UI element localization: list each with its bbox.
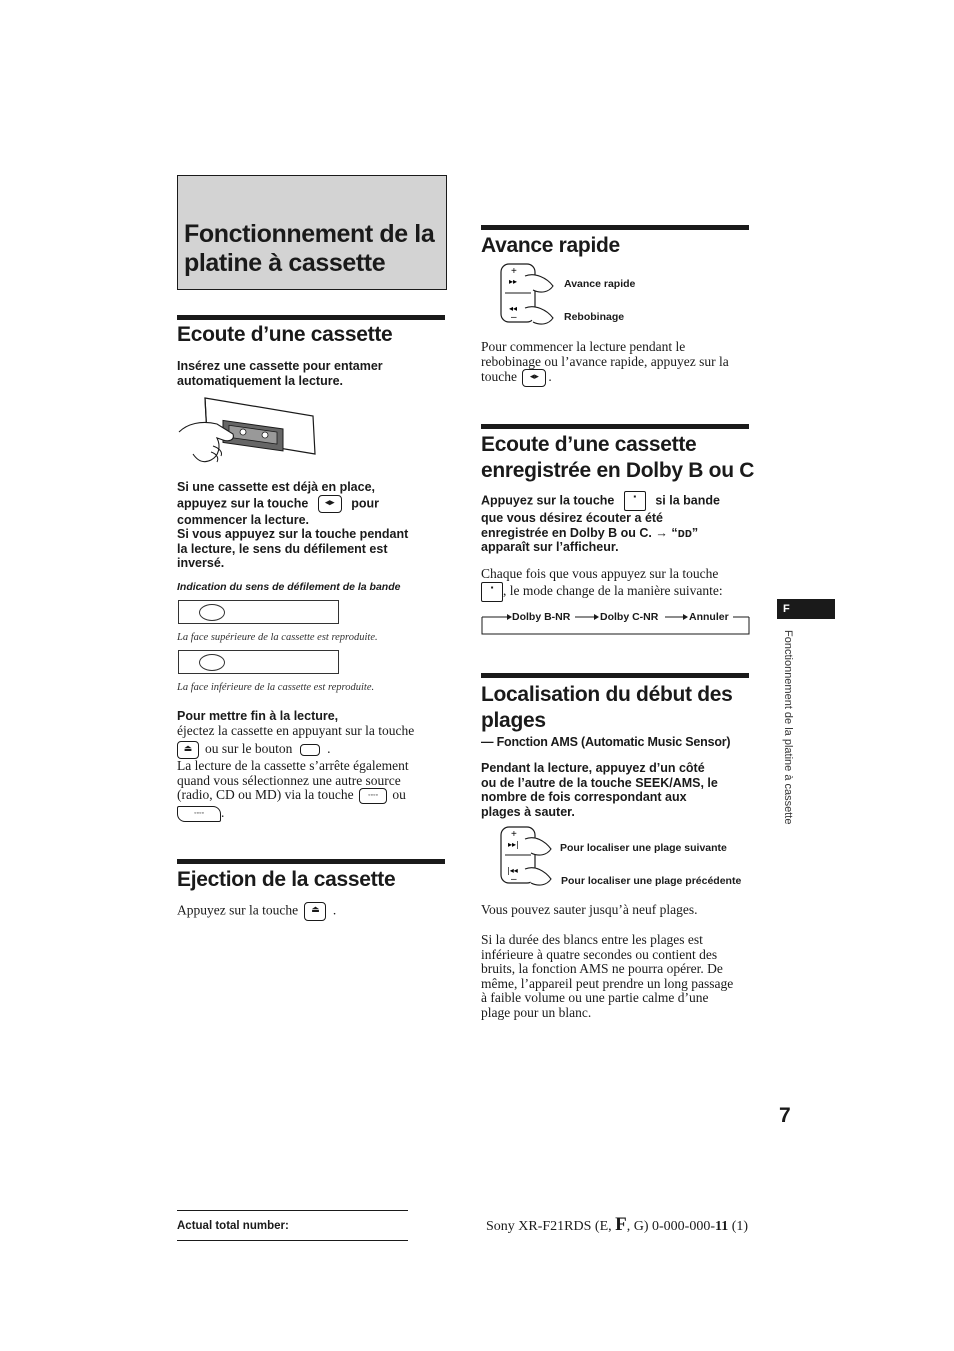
- title-box: [177, 175, 447, 290]
- seek-ams-button-illustration: [499, 825, 557, 889]
- tape-direction-display-lower: [178, 650, 339, 674]
- ams-bold-text: Pendant la lecture, appuyez d’un côté ou de l’autre de la touche SEEK/AMS, le nombre de fois correspondant aux plages à sauter.: [481, 761, 718, 819]
- svg-text:–: –: [511, 874, 517, 885]
- cycle-dolby-c: Dolby C-NR: [600, 611, 659, 623]
- side-tab-text: Fonctionnement de la platine à cassette: [782, 630, 794, 825]
- cycle-annuler: Annuler: [689, 611, 729, 623]
- svg-text:▸▸|: ▸▸|: [508, 840, 519, 849]
- intro-text: Insérez une cassette pour entamer automatiquement la lecture.: [177, 359, 383, 388]
- footer-right: Sony XR-F21RDS (E, F, G) 0-000-000-11 (1): [486, 1214, 749, 1235]
- ams-text-1: Vous pouvez sauter jusqu’à neuf plages.: [481, 902, 698, 917]
- page-title: Fonctionnement de la platine à cassette: [184, 220, 435, 277]
- section-rule: [177, 315, 445, 320]
- caption-upper: La face supérieure de la cassette est reproduite.: [177, 632, 378, 643]
- section-title-avance: Avance rapide: [481, 234, 620, 257]
- tape-direction-display-upper: [178, 600, 339, 624]
- source-button-icon: ◦◦◦◦: [359, 788, 387, 804]
- section-title-ams: Localisation du début des plages: [481, 683, 733, 732]
- ams-subtitle: — Fonction AMS (Automatic Music Sensor): [481, 735, 731, 749]
- footer-rule-top: [177, 1210, 408, 1211]
- footer-left: Actual total number:: [177, 1220, 289, 1232]
- side-tab-letter: F: [777, 599, 835, 619]
- direction-indicator-icon: [199, 604, 225, 621]
- section-title-ecoute: Ecoute d’une cassette: [177, 323, 393, 346]
- footer-rule-bottom: [177, 1240, 408, 1241]
- svg-text:▸▸: ▸▸: [509, 277, 518, 286]
- stop-block: Pour mettre fin à la lecture, éjectez la cassette en appuyant sur la touche ⏏ ou sur le bouton . La lecture de la cassette s’arrête également quand vous sélectionnez une autre source (radio, CD ou MD) via la touche ◦◦◦◦ ou ◦◦◦◦ .: [177, 709, 415, 821]
- svg-text:|◂◂: |◂◂: [507, 866, 518, 875]
- svg-text:+: +: [511, 829, 517, 840]
- dolby-text: Chaque fois que vous appuyez sur la touche ▪ , le mode change de la manière suivante:: [481, 567, 723, 602]
- off-button-icon: [300, 744, 320, 756]
- label-prev-track: Pour localiser une plage précédente: [561, 875, 742, 887]
- dolby-button-icon: ▪: [624, 491, 646, 511]
- section-title-ejection: Ejection de la cassette: [177, 868, 396, 891]
- ejection-text: Appuyez sur la touche ⏏ .: [177, 902, 336, 921]
- dolby-button-icon: ▪: [481, 582, 503, 602]
- section-rule: [177, 859, 445, 864]
- play-reverse-button-icon: ◂▸: [318, 495, 342, 513]
- indication-label: Indication du sens de défilement de la bande: [177, 581, 401, 593]
- eject-icon: ⏏: [177, 741, 199, 759]
- mode-button-icon: ◦◦◦◦: [177, 806, 221, 822]
- svg-text:–: –: [511, 312, 517, 323]
- play-reverse-button-icon: ◂▸: [522, 369, 546, 387]
- seek-button-illustration: [499, 262, 557, 328]
- direction-indicator-icon: [199, 654, 225, 671]
- cycle-dolby-b: Dolby B-NR: [512, 611, 571, 623]
- section-rule: [481, 424, 749, 429]
- label-rew: Rebobinage: [564, 311, 625, 323]
- svg-text:◂◂: ◂◂: [509, 304, 518, 313]
- section-title-dolby: Ecoute d’une cassette enregistrée en Dolby B ou C: [481, 433, 755, 482]
- dolby-bold-text: Appuyez sur la touche ▪ si la bande que vous désirez écouter a été enregistrée en Dolby B ou C. → “ᴅᴅ” apparaît sur l’afficheur.: [481, 492, 720, 554]
- label-next-track: Pour localiser une plage suivante: [560, 842, 727, 854]
- page-number: 7: [779, 1104, 791, 1127]
- avance-text: Pour commencer la lecture pendant le rebobinage ou l’avance rapide, appuyez sur la touche ◂▸ .: [481, 340, 729, 387]
- p1-text: Si une cassette est déjà en place, appuyez sur la touche ◂▸ pour commencer la lecture. Si vous appuyez sur la touche pendant la lecture, le sens du défilement est inversé.: [177, 480, 409, 570]
- section-rule: [481, 225, 749, 230]
- caption-lower: La face inférieure de la cassette est reproduite.: [177, 682, 375, 693]
- section-rule: [481, 673, 749, 678]
- label-ff: Avance rapide: [564, 278, 636, 290]
- eject-icon: ⏏: [304, 902, 326, 921]
- svg-text:+: +: [511, 266, 517, 277]
- ams-text-2: Si la durée des blancs entre les plages est inférieure à quatre secondes ou contient des bruits, la fonction AMS ne pourra opérer. De même, l’appareil peut prendre un long passage à faible volume ou une partie calme d’une plage pour un blanc.: [481, 932, 734, 1020]
- cassette-insert-illustration: [177, 394, 319, 466]
